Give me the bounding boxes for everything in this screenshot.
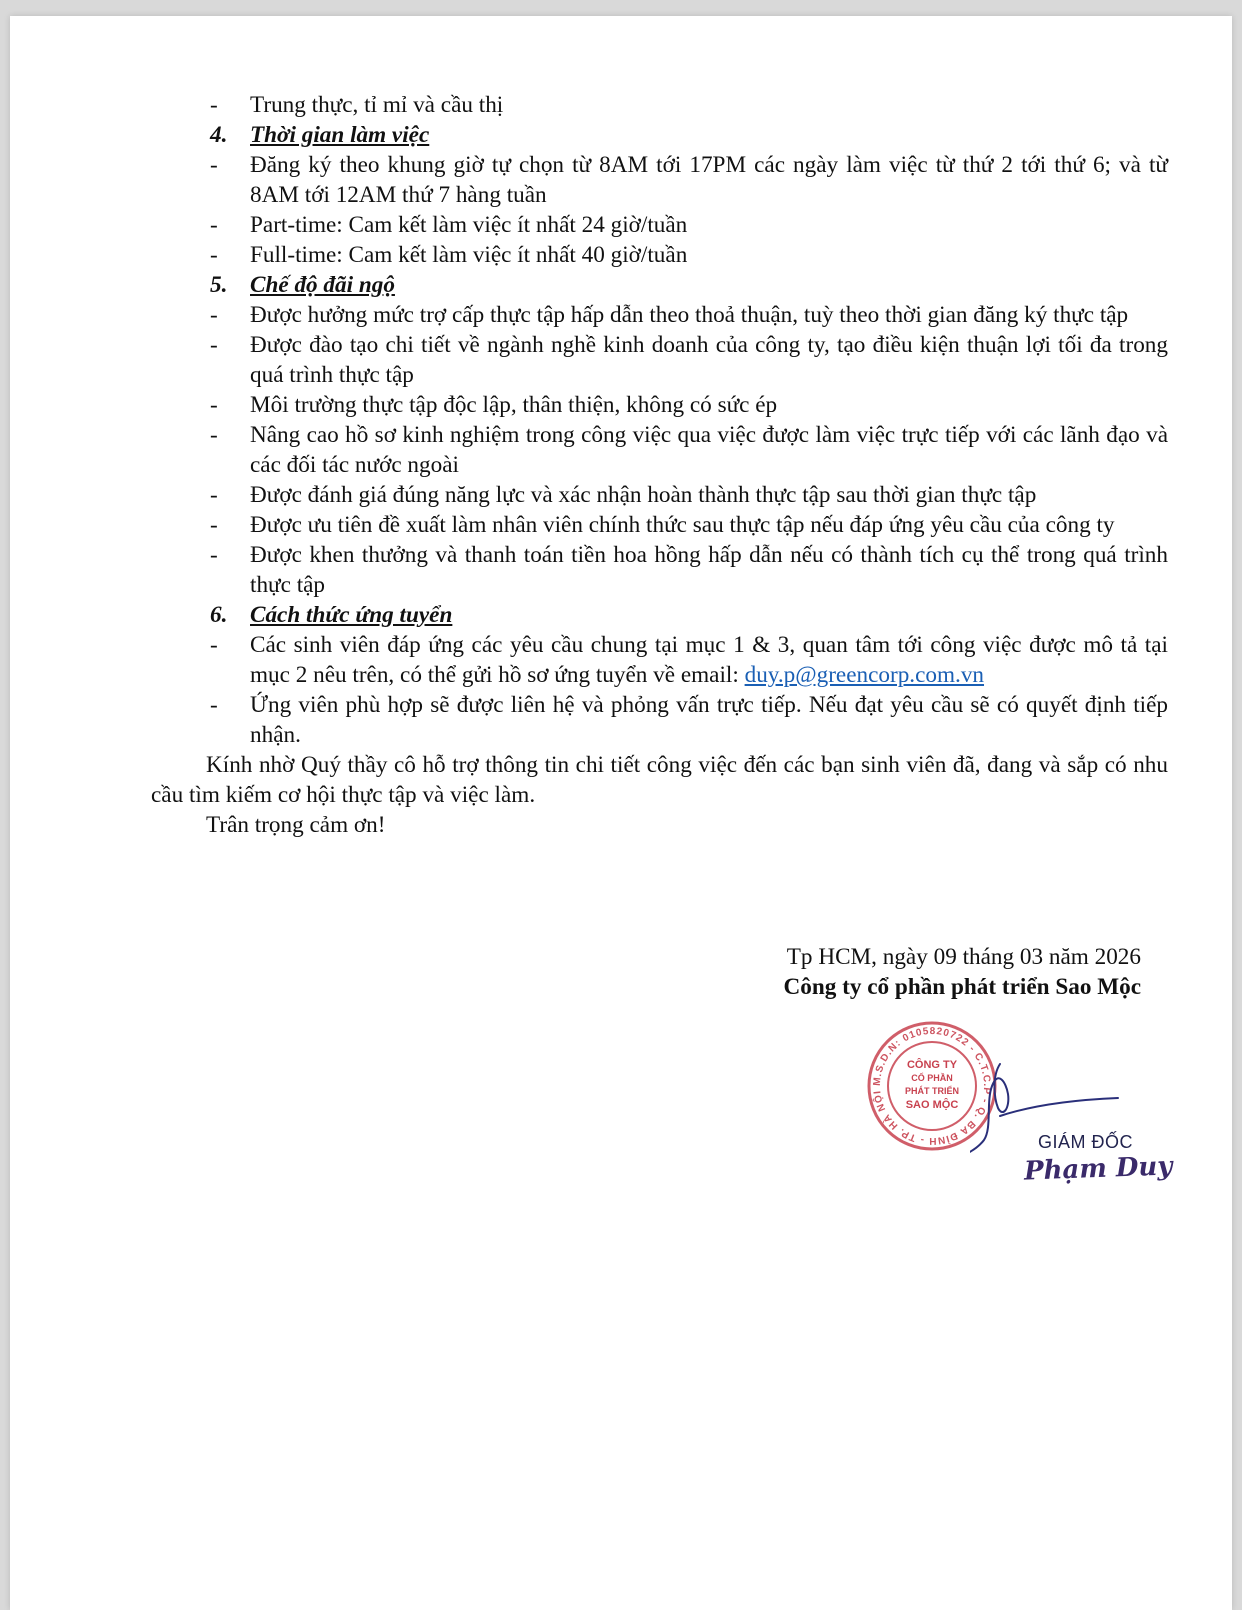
- date-line: Tp HCM, ngày 09 tháng 03 năm 2026: [786, 944, 1141, 970]
- bullet-dash: -: [210, 92, 218, 118]
- stamp-line: CÔNG TY: [906, 1059, 958, 1071]
- list-item: [208, 330, 1168, 390]
- list-item-text: Được đào tạo chi tiết về ngành nghề kinh doanh của công ty, tạo điều kiện thuận lợi tối đa trong quá trình thực tập: [250, 332, 1168, 388]
- bullet-dash: -: [210, 422, 218, 448]
- signer-role: GIÁM ĐỐC: [1038, 1132, 1134, 1152]
- thanks-line: Trân trọng cảm ơn!: [206, 812, 386, 838]
- list-item: [208, 540, 1168, 600]
- email-link[interactable]: duy.p@greencorp.com.vn: [744, 662, 985, 688]
- section-title: Chế độ đãi ngộ: [250, 272, 395, 298]
- section-heading-4: [208, 120, 1168, 150]
- list-item-text: Được ưu tiên đề xuất làm nhân viên chính thức sau thực tập nếu đáp ứng yêu cầu của công ty: [250, 512, 1115, 538]
- section-heading-6: [208, 600, 1168, 630]
- list-item-text: Được khen thưởng và thanh toán tiền hoa hồng hấp dẫn nếu có thành tích cụ thể trong quá trình thực tập: [250, 542, 1168, 598]
- closing-paragraph: Kính nhờ Quý thầy cô hỗ trợ thông tin chi tiết công việc đến các bạn sinh viên đã, đang và sắp có nhu cầu tìm kiếm cơ hội thực tập và việc làm.: [151, 752, 1168, 808]
- list-item-text: Các sinh viên đáp ứng các yêu cầu chung tại mục 1 & 3, quan tâm tới công việc được mô tả tại mục 2 nêu trên, có thể gửi hồ sơ ứng tuyển về email:: [250, 632, 1168, 688]
- bullet-dash: -: [210, 482, 218, 508]
- signer-name: Phạm Duy: [1023, 1151, 1173, 1187]
- document-page: [10, 16, 1232, 1610]
- bullet-dash: -: [210, 542, 218, 568]
- list-item: [208, 480, 1168, 510]
- stamp-line: SAO MỘC: [905, 1099, 959, 1111]
- bullet-dash: -: [210, 302, 218, 328]
- section-number: 4.: [210, 122, 228, 148]
- stamp-line: CỔ PHẦN: [911, 1073, 953, 1083]
- section-number: 5.: [210, 272, 228, 298]
- list-item-text: Được đánh giá đúng năng lực và xác nhận hoàn thành thực tập sau thời gian thực tập: [250, 482, 1037, 508]
- list-item: [208, 90, 1168, 120]
- bullet-dash: -: [210, 392, 218, 418]
- document-body: [151, 90, 1168, 840]
- bullet-dash: -: [210, 152, 218, 178]
- list-item-text: Được hưởng mức trợ cấp thực tập hấp dẫn theo thoả thuận, tuỳ theo thời gian đăng ký thực tập: [250, 302, 1129, 328]
- bullet-dash: -: [210, 242, 218, 268]
- bullet-dash: -: [210, 332, 218, 358]
- list-item-text: Nâng cao hồ sơ kinh nghiệm trong công việc qua việc được làm việc trực tiếp với các lãnh đạo và các đối tác nước ngoài: [250, 422, 1168, 478]
- bullet-dash: -: [210, 692, 218, 718]
- list-item: [208, 300, 1168, 330]
- stamp-line: PHÁT TRIỂN: [905, 1086, 959, 1096]
- list-item: [208, 420, 1168, 480]
- list-item: [208, 510, 1168, 540]
- list-item: [208, 150, 1168, 210]
- company-name: Công ty cổ phần phát triển Sao Mộc: [783, 974, 1141, 1000]
- section-title: Cách thức ứng tuyển: [250, 602, 453, 628]
- section-number: 6.: [210, 602, 228, 628]
- stamp-ring-text: M.S.D.N: 0105820722 - C.T.C.P - Q. BA ĐÌNH - TP. HÀ NỘI: [871, 1025, 993, 1147]
- list-item-text: Part-time: Cam kết làm việc ít nhất 24 giờ/tuần: [250, 212, 688, 238]
- list-item-text: Full-time: Cam kết làm việc ít nhất 40 giờ/tuần: [250, 242, 688, 268]
- list-item-text: Môi trường thực tập độc lập, thân thiện, không có sức ép: [250, 392, 778, 418]
- list-item-text: Đăng ký theo khung giờ tự chọn từ 8AM tới 17PM các ngày làm việc từ thứ 2 tới thứ 6; và từ 8AM tới 12AM thứ 7 hàng tuần: [250, 152, 1168, 208]
- section-heading-5: [208, 270, 1168, 300]
- bullet-dash: -: [210, 212, 218, 238]
- bullet-dash: -: [210, 512, 218, 538]
- list-item: [208, 630, 1168, 690]
- bullet-dash: -: [210, 632, 218, 658]
- list-item-text: Trung thực, tỉ mỉ và cầu thị: [250, 92, 504, 118]
- list-item: [208, 210, 1168, 240]
- list-item: [208, 690, 1168, 750]
- list-item-text: Ứng viên phù hợp sẽ được liên hệ và phỏng vấn trực tiếp. Nếu đạt yêu cầu sẽ có quyết định tiếp nhận.: [250, 692, 1168, 748]
- section-title: Thời gian làm việc: [250, 122, 430, 148]
- list-item: [208, 390, 1168, 420]
- list-item: [208, 240, 1168, 270]
